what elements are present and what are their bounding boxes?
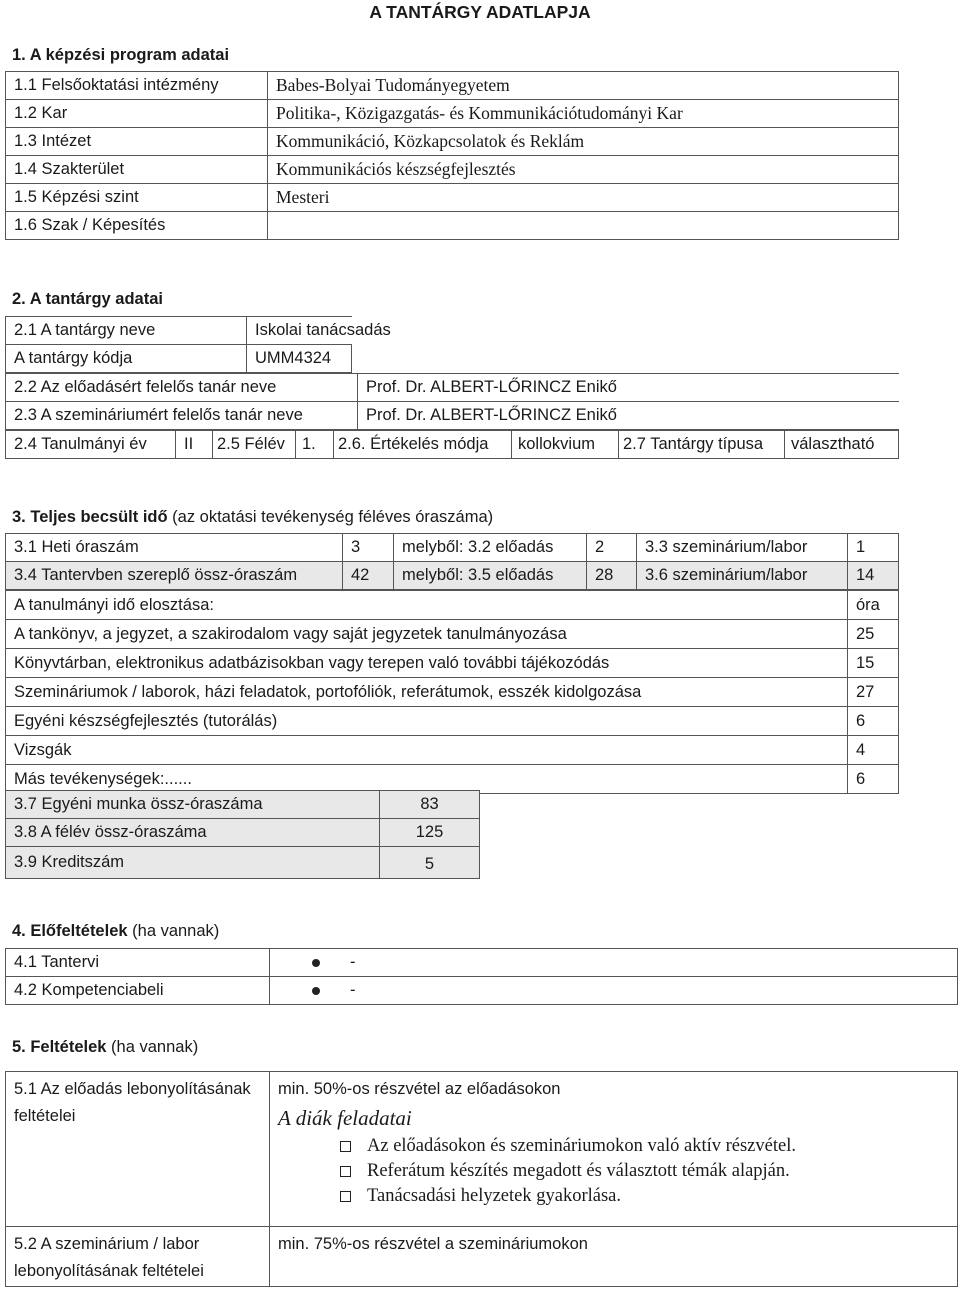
- table-row: 3.8 A félév össz-óraszáma 125: [6, 819, 480, 847]
- totals-table: [5, 790, 480, 879]
- tasks-title: A diák feladatai: [278, 1106, 412, 1130]
- program-data-table: [5, 71, 899, 240]
- section-3-heading: 3. Teljes becsült idő (az oktatási tevékenység féléves óraszáma): [12, 508, 494, 526]
- table-row: 4.2 Kompetenciabeli -: [6, 977, 958, 1005]
- table-row: A tanulmányi idő elosztása: óra: [6, 591, 899, 620]
- table-row: 2.2 Az előadásért felelős tanár neve Prof. Dr. ALBERT-LŐRINCZ Enikő: [6, 374, 899, 402]
- table-row: 1.3 Intézet Kommunikáció, Közkapcsolatok és Reklám: [6, 128, 899, 156]
- table-row: 3.1 Heti óraszám 3 melyből: 3.2 előadás 2 3.3 szeminárium/labor 1: [6, 534, 899, 562]
- table-row: 3.7 Egyéni munka össz-óraszáma 83: [6, 791, 480, 819]
- table-row: 1.2 Kar Politika-, Közigazgatás- és Kommunikációtudományi Kar: [6, 100, 899, 128]
- section-5-heading: 5. Feltételek (ha vannak): [12, 1038, 199, 1056]
- hours-table: [5, 533, 899, 590]
- subject-meta-table: [5, 430, 899, 459]
- teachers-table: [5, 373, 899, 430]
- prerequisites-table: [5, 948, 958, 1005]
- list-item: Referátum készítés megadott és választott témák alapján.: [340, 1159, 949, 1184]
- subject-name-table: [5, 316, 391, 373]
- time-distribution-table: [5, 590, 899, 794]
- table-row: A tantárgy kódja UMM4324: [6, 345, 352, 373]
- table-row: 1.1 Felsőoktatási intézmény Babes-Bolyai Tudományegyetem: [6, 72, 899, 100]
- table-row: 2.4 Tanulmányi év II 2.5 Félév 1. 2.6. Értékelés módja kollokvium 2.7 Tantárgy típusa választható: [6, 431, 899, 459]
- table-row: A tankönyv, a jegyzet, a szakirodalom vagy saját jegyzetek tanulmányozása 25: [6, 620, 899, 649]
- table-row: 5.1 Az előadás lebonyolításának feltételei min. 50%-os részvétel az előadásokon A diák feladatai Az előadásokon és szemináriumokon való aktív részvétel. Referátum készítés megadott és választott témák alapján. Tanácsadási helyzetek gyakorlása.: [6, 1072, 958, 1227]
- table-row: Vizsgák 4: [6, 736, 899, 765]
- table-row: Egyéni készségfejlesztés (tutorálás) 6: [6, 707, 899, 736]
- bullet-icon: [312, 987, 320, 995]
- checkbox-icon: [340, 1141, 351, 1152]
- table-row: 2.3 A szemináriumért felelős tanár neve Prof. Dr. ALBERT-LŐRINCZ Enikő: [6, 402, 899, 430]
- table-row: Könyvtárban, elektronikus adatbázisokban vagy terepen való további tájékozódás 15: [6, 649, 899, 678]
- bullet-icon: [312, 959, 320, 967]
- table-row: 4.1 Tantervi -: [6, 949, 958, 977]
- table-row: 1.5 Képzési szint Mesteri: [6, 184, 899, 212]
- table-row: 5.2 A szeminárium / labor lebonyolításának feltételei min. 75%-os részvétel a szemináriumokon: [6, 1227, 958, 1287]
- page-title: A TANTÁRGY ADATLAPJA: [369, 2, 591, 22]
- conditions-table: [5, 1071, 958, 1287]
- table-row: Más tevékenységek:...... 6: [6, 765, 899, 794]
- section-4-heading: 4. Előfeltételek (ha vannak): [12, 922, 220, 940]
- table-row: 3.9 Kreditszám 5: [6, 847, 480, 879]
- section-2-heading: 2. A tantárgy adatai: [12, 290, 163, 308]
- checkbox-icon: [340, 1166, 351, 1177]
- table-row: 1.4 Szakterület Kommunikációs készségfejlesztés: [6, 156, 899, 184]
- checkbox-icon: [340, 1191, 351, 1202]
- table-row: Szemináriumok / laborok, házi feladatok, portofóliók, referátumok, esszék kidolgozása 27: [6, 678, 899, 707]
- section-1-heading: 1. A képzési program adatai: [12, 46, 230, 64]
- table-row: 3.4 Tantervben szereplő össz-óraszám 42 melyből: 3.5 előadás 28 3.6 szeminárium/labor 14: [6, 562, 899, 590]
- table-row: 2.1 A tantárgy neve Iskolai tanácsadás: [6, 317, 352, 345]
- list-item: Az előadásokon és szemináriumokon való aktív részvétel.: [340, 1134, 949, 1159]
- list-item: Tanácsadási helyzetek gyakorlása.: [340, 1184, 949, 1209]
- table-row: 1.6 Szak / Képesítés: [6, 212, 899, 240]
